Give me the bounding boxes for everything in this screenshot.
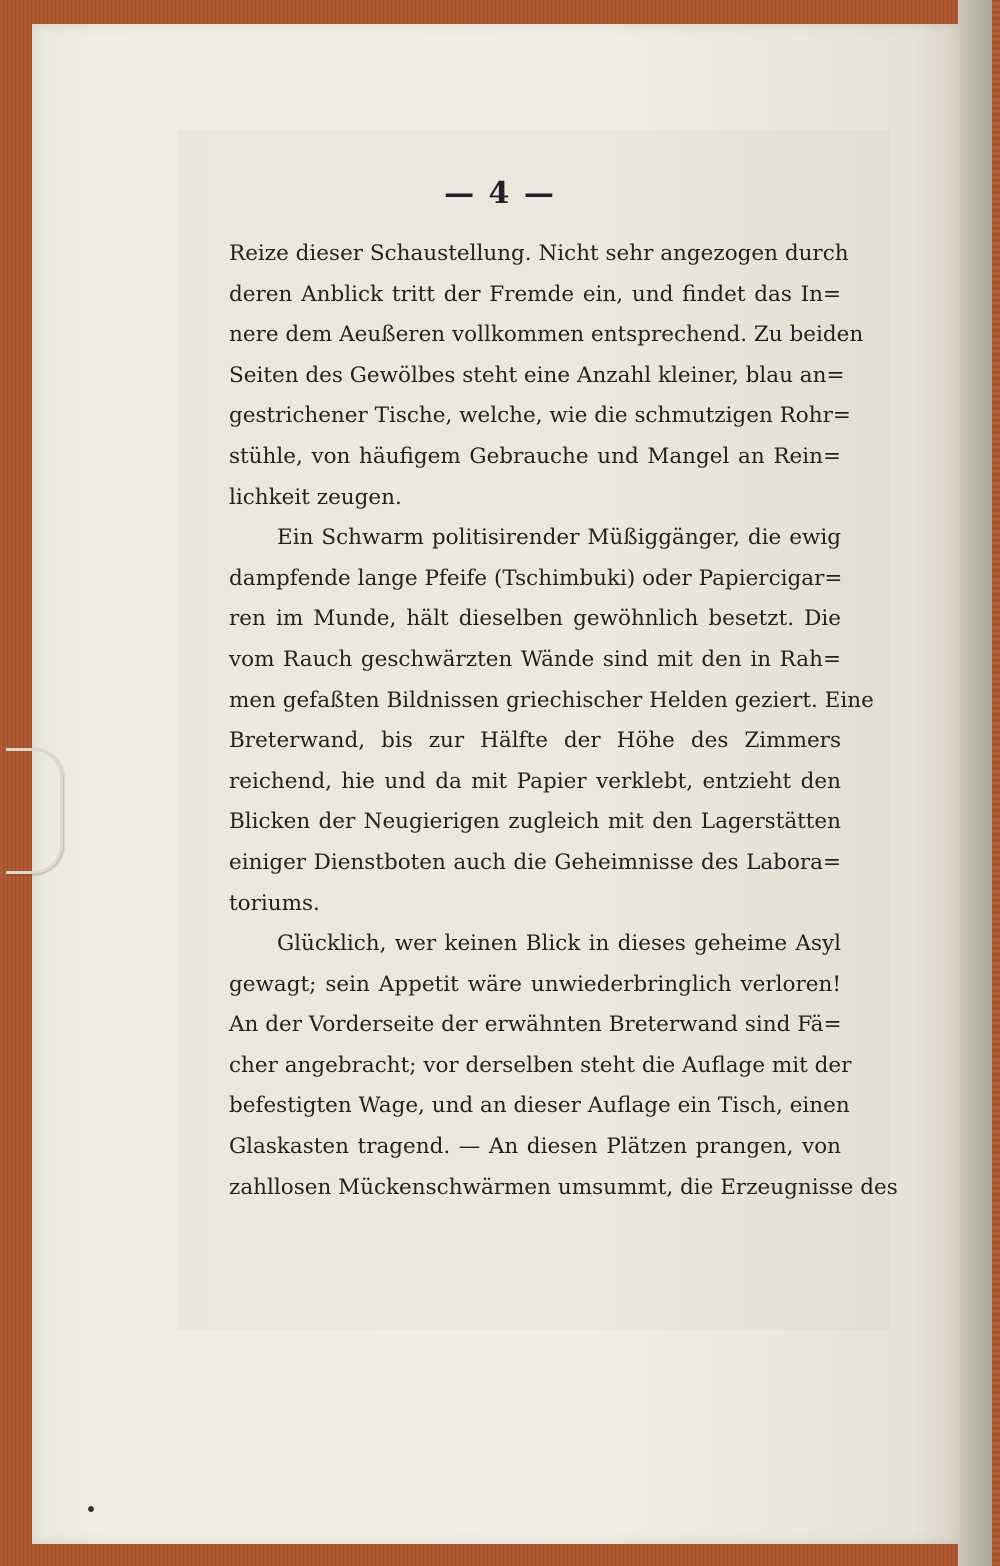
text-line: cher angebracht; vor derselben steht die Auflage mit der (229, 1052, 852, 1078)
text-line: Reize dieser Schaustellung. Nicht sehr angezogen durch (229, 241, 849, 266)
text-line: Breterwand, bis zur Hälfte der Höhe des Zimmers (229, 728, 841, 754)
text-line: ren im Munde, hält dieselben gewöhnlich besetzt. Die (229, 606, 841, 632)
ink-dot (88, 1506, 94, 1512)
text-line: Glaskasten tragend. — An diesen Plätzen prangen, von (229, 1134, 841, 1160)
text-line: Ein Schwarm politisirender Müßiggänger, die ewig (277, 525, 841, 551)
text-line: einiger Dienstboten auch die Geheimnisse des Labora= (229, 849, 841, 875)
page-number: — 4 — (444, 176, 556, 211)
text-line: gewagt; sein Appetit wäre unwiederbringlich verloren! (229, 971, 841, 997)
text-line: dampfende lange Pfeife (Tschimbuki) oder Papiercigar= (229, 565, 843, 591)
body-text (229, 234, 898, 1208)
text-line: nere dem Aeußeren vollkommen entsprechend. Zu beiden (229, 322, 864, 348)
text-line: men gefaßten Bildnissen griechischer Helden geziert. Eine (229, 687, 874, 713)
text-line: toriums. (229, 890, 320, 916)
text-line: An der Vorderseite der erwähnten Breterwand sind Fä= (229, 1012, 842, 1038)
page-clip (6, 748, 63, 874)
text-line: deren Anblick tritt der Fremde ein, und findet das In= (229, 281, 841, 307)
text-line: Seiten des Gewölbes steht eine Anzahl kleiner, blau an= (229, 362, 845, 388)
text-line: lichkeit zeugen. (229, 484, 402, 510)
text-line: befestigten Wage, und an dieser Auflage ein Tisch, einen (229, 1093, 850, 1119)
text-line: Glücklich, wer keinen Blick in dieses geheime Asyl (277, 931, 841, 957)
text-line: Blicken der Neugierigen zugleich mit den Lagerstätten (229, 809, 841, 835)
text-line: vom Rauch geschwärzten Wände sind mit den in Rah= (229, 646, 841, 672)
text-line: zahllosen Mückenschwärmen umsummt, die Erzeugnisse des (229, 1174, 898, 1200)
text-line: stühle, von häufigem Gebrauche und Mangel an Rein= (229, 443, 841, 469)
cover-edge-right (992, 0, 1000, 1566)
text-line: reichend, hie und da mit Papier verklebt, entzieht den (229, 768, 841, 794)
text-line: gestrichener Tische, welche, wie die schmutzigen Rohr= (229, 403, 851, 429)
